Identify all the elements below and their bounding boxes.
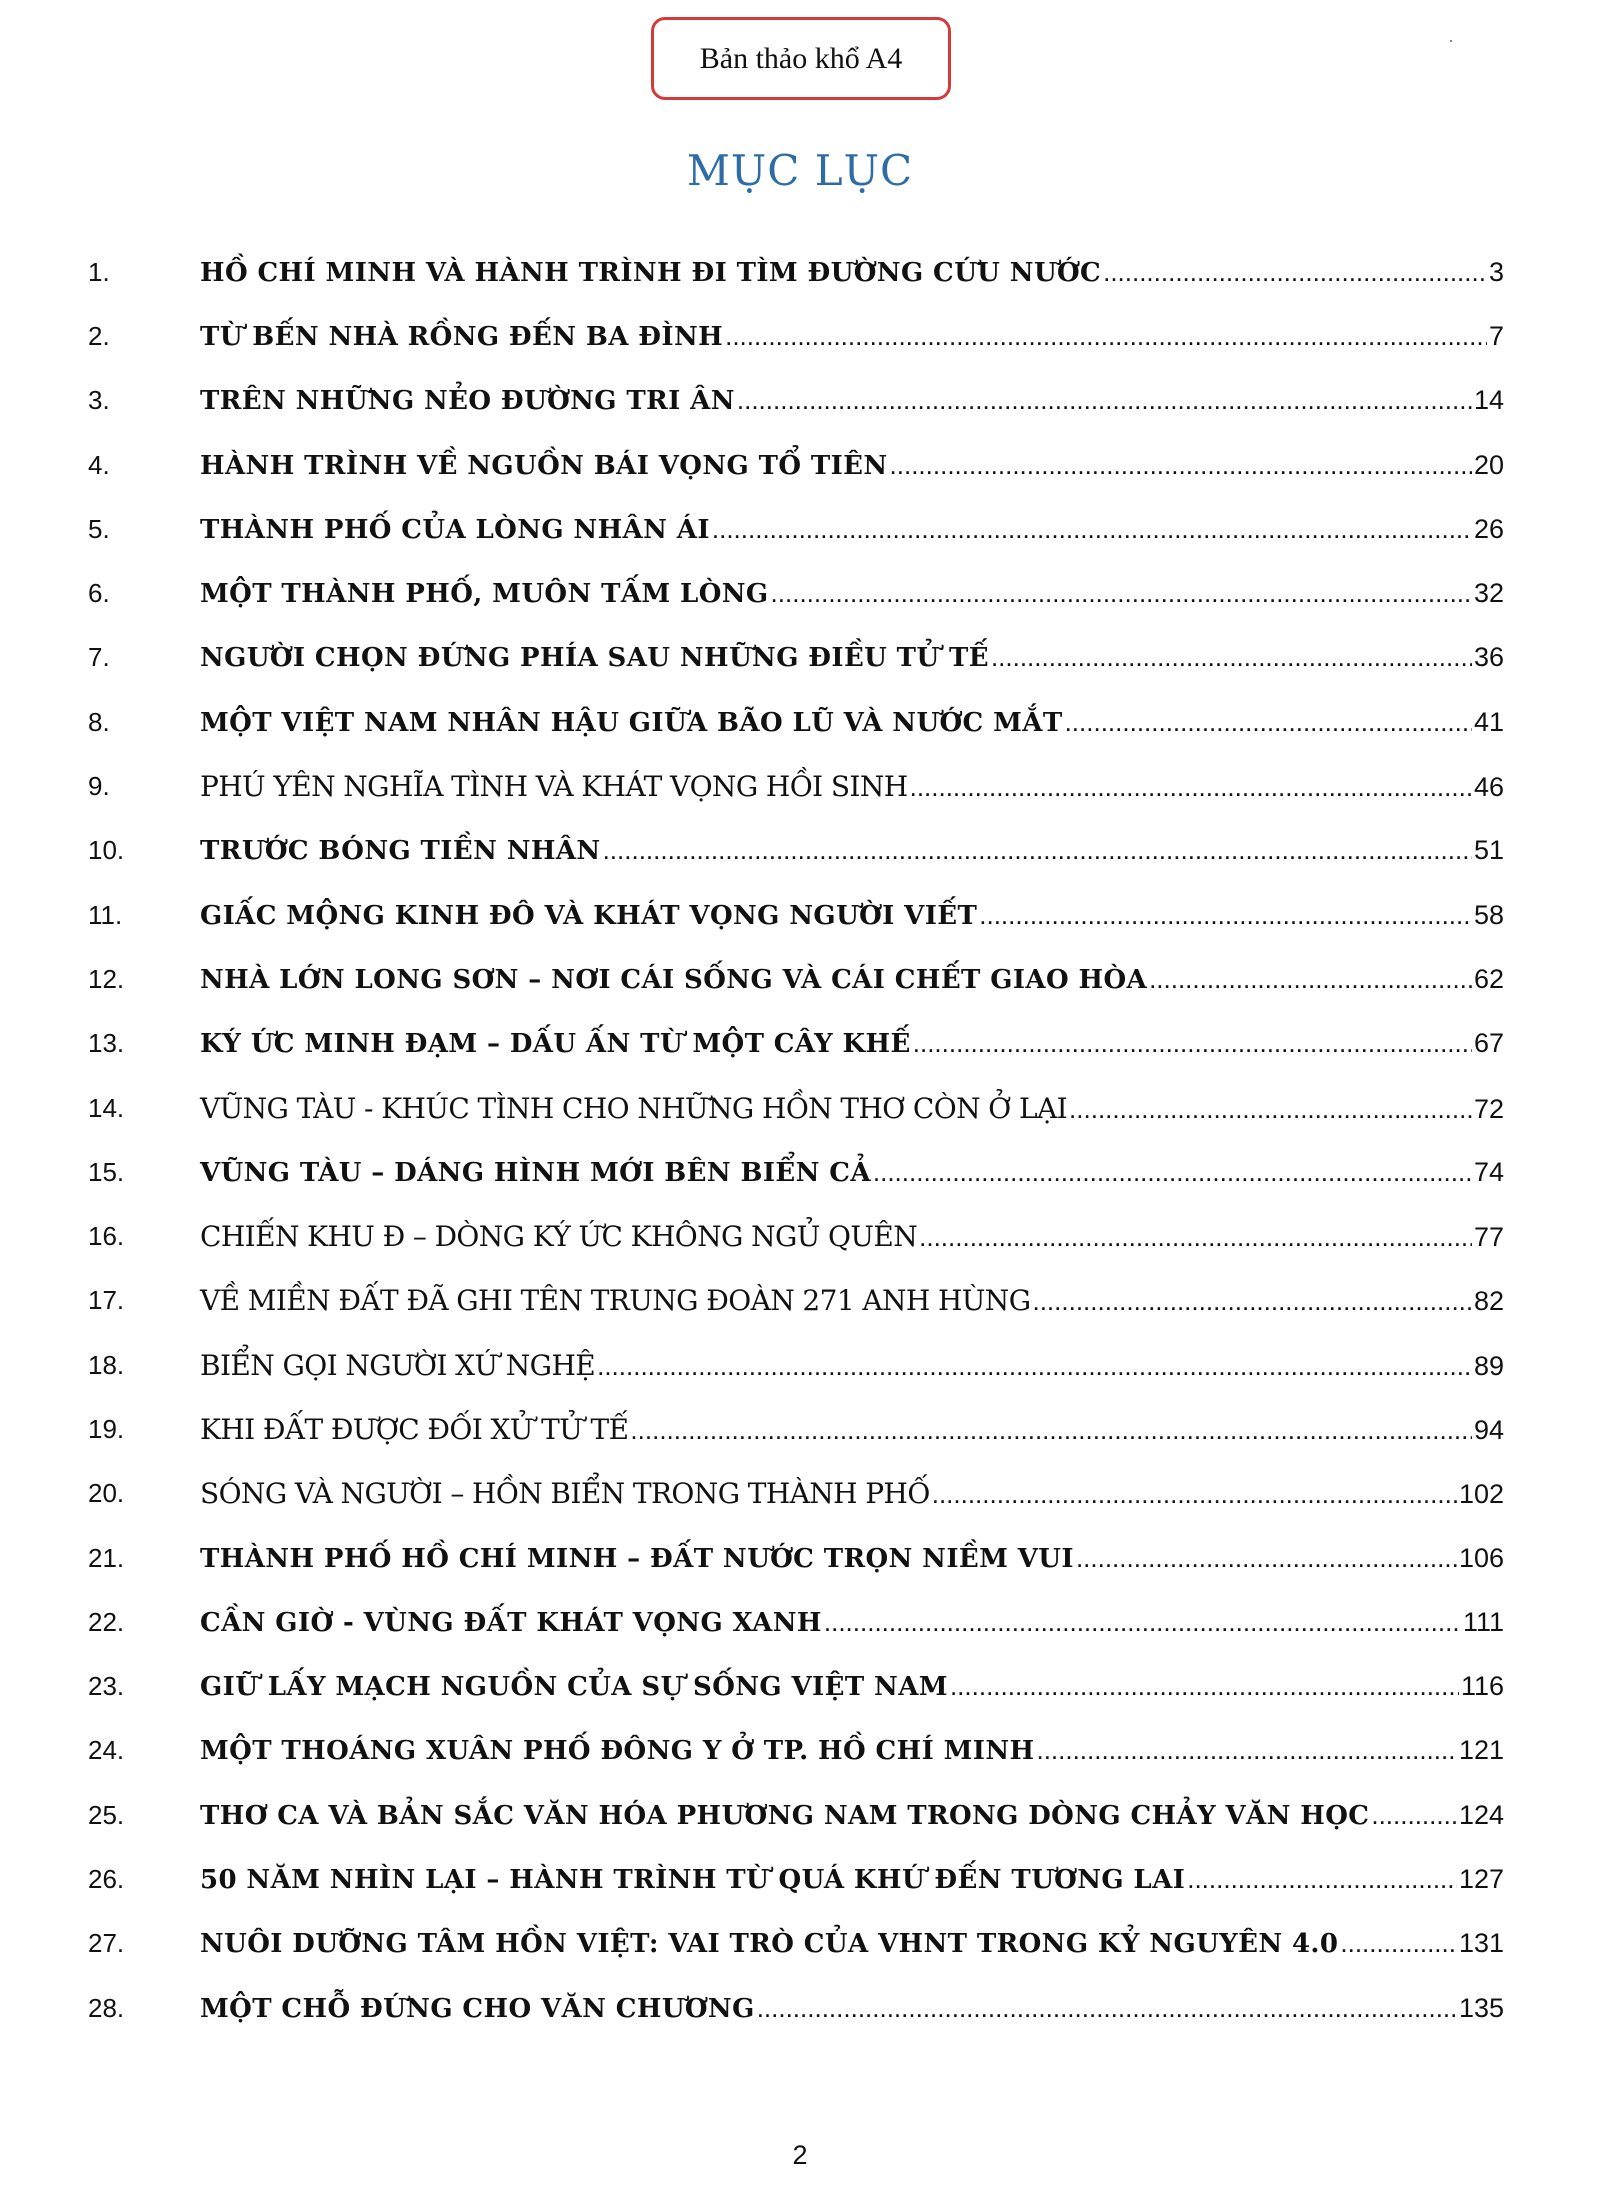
- toc-dot-leader: [1187, 1864, 1457, 1895]
- toc-dot-leader: [910, 772, 1472, 803]
- toc-entry-page[interactable]: 121: [1458, 1735, 1504, 1766]
- toc-entry-line: [200, 642, 1504, 673]
- toc-entry-title[interactable]: NHÀ LỚN LONG SƠN – NƠI CÁI SỐNG VÀ CÁI CHẾT GIAO HÒA: [200, 964, 1148, 995]
- toc-entry[interactable]: [84, 497, 1504, 561]
- toc-dot-leader: [1149, 964, 1472, 995]
- toc-entry-number: 3.: [88, 385, 110, 416]
- toc-entry-line: [200, 770, 1504, 803]
- toc-entry-line: [200, 1543, 1504, 1574]
- toc-entry-page[interactable]: 131: [1458, 1928, 1504, 1959]
- toc-entry-line: [200, 707, 1504, 738]
- page-number: 2: [792, 2140, 808, 2170]
- toc-dot-leader: [979, 900, 1472, 931]
- toc-entry-line: [200, 1028, 1504, 1059]
- toc-entry-page[interactable]: 77: [1473, 1222, 1504, 1253]
- toc-dot-leader: [1065, 707, 1472, 738]
- toc-entry-line: [200, 514, 1504, 545]
- toc-entry-number: 6.: [88, 578, 110, 609]
- toc-entry-number: 25.: [88, 1799, 125, 1830]
- toc-entry[interactable]: [84, 883, 1504, 947]
- toc-dot-leader: [771, 578, 1472, 609]
- toc-entry-number: 17.: [88, 1285, 125, 1316]
- toc-dot-leader: [913, 1028, 1472, 1059]
- toc-entry[interactable]: [84, 369, 1504, 433]
- toc-entry-line: [200, 1284, 1504, 1317]
- toc-dot-leader: [757, 1993, 1457, 2024]
- toc-dot-leader: [1069, 1094, 1472, 1125]
- toc-entry[interactable]: [84, 1783, 1504, 1847]
- toc-entry-number: 28.: [88, 1992, 125, 2023]
- toc-entry-page[interactable]: 74: [1473, 1156, 1504, 1187]
- toc-entry-number: 26.: [88, 1864, 125, 1895]
- toc-entry-title[interactable]: TỪ BẾN NHÀ RỒNG ĐẾN BA ĐÌNH: [200, 321, 724, 352]
- toc-entry-page[interactable]: 20: [1473, 449, 1504, 480]
- toc-entry-page[interactable]: 89: [1473, 1350, 1504, 1381]
- toc-entry-line: [200, 1735, 1504, 1766]
- toc-entry[interactable]: [84, 1012, 1504, 1076]
- toc-entry-number: 14.: [88, 1092, 125, 1123]
- toc-entry-page[interactable]: 3: [1488, 256, 1504, 287]
- toc-dot-leader: [950, 1671, 1459, 1702]
- toc-entry-number: 5.: [88, 513, 110, 544]
- toc-entry-title[interactable]: THÀNH PHỐ CỦA LÒNG NHÂN ÁI: [200, 514, 710, 545]
- toc-entry-title[interactable]: CHIẾN KHU Đ – DÒNG KÝ ỨC KHÔNG NGỦ QUÊN: [200, 1220, 918, 1254]
- toc-dot-leader: [603, 835, 1472, 866]
- toc-entry-line: [200, 964, 1504, 995]
- toc-entry[interactable]: [84, 1655, 1504, 1719]
- toc-entry-title[interactable]: MỘT CHỖ ĐỨNG CHO VĂN CHƯƠNG: [200, 1993, 755, 2024]
- toc-entry-title[interactable]: VŨNG TÀU – DÁNG HÌNH MỚI BÊN BIỂN CẢ: [200, 1157, 871, 1188]
- toc-entry-line: [200, 257, 1504, 288]
- toc-entry-line: [200, 1220, 1504, 1253]
- toc-entry-line: [200, 1671, 1504, 1702]
- toc-entry[interactable]: [84, 947, 1504, 1011]
- toc-entry-page[interactable]: 102: [1458, 1479, 1504, 1510]
- toc-entry-line: [200, 450, 1504, 481]
- toc-entry-line: [200, 1413, 1504, 1446]
- toc-entry-title[interactable]: 50 NĂM NHÌN LẠI – HÀNH TRÌNH TỪ QUÁ KHỨ ĐẾN TƯƠNG LAI: [200, 1865, 1186, 1896]
- toc-entry[interactable]: [84, 561, 1504, 625]
- toc-entry[interactable]: [84, 1912, 1504, 1976]
- toc-entry-number: 12.: [88, 963, 125, 994]
- toc-entry-title[interactable]: KÝ ỨC MINH ĐẠM – DẤU ẤN TỪ MỘT CÂY KHẾ: [200, 1029, 911, 1060]
- toc-entry-number: 10.: [88, 835, 125, 866]
- toc-dot-leader: [1340, 1928, 1457, 1959]
- toc-entry-line: [200, 1993, 1504, 2024]
- toc-entry-title[interactable]: CẦN GIỜ - VÙNG ĐẤT KHÁT VỌNG XANH: [200, 1607, 822, 1638]
- toc-dot-leader: [630, 1415, 1472, 1446]
- page-title: MỤC LỤC: [686, 146, 914, 195]
- toc-entry-title[interactable]: TRÊN NHỮNG NẺO ĐƯỜNG TRI ÂN: [200, 386, 735, 417]
- toc-entry-line: [200, 900, 1504, 931]
- toc-entry[interactable]: [84, 433, 1504, 497]
- toc-dot-leader: [1076, 1543, 1457, 1574]
- toc-entry[interactable]: [84, 1397, 1504, 1461]
- toc-entry-number: 24.: [88, 1735, 125, 1766]
- draft-label-box: [651, 17, 951, 100]
- toc-entry-page[interactable]: 26: [1473, 513, 1504, 544]
- toc-entry-line: [200, 1607, 1504, 1638]
- toc-entry[interactable]: [84, 1204, 1504, 1268]
- toc-entry[interactable]: [84, 1462, 1504, 1526]
- toc-entry-number: 23.: [88, 1671, 125, 1702]
- toc-dot-leader: [597, 1351, 1472, 1382]
- toc-entry[interactable]: [84, 754, 1504, 818]
- toc-entry-line: [200, 1477, 1504, 1510]
- toc-dot-leader: [991, 642, 1472, 673]
- toc-entry-title[interactable]: NGƯỜI CHỌN ĐỨNG PHÍA SAU NHỮNG ĐIỀU TỬ TẾ: [200, 643, 989, 674]
- toc-entry[interactable]: [84, 626, 1504, 690]
- toc-entry[interactable]: [84, 1976, 1504, 2040]
- toc-entry-number: 9.: [88, 771, 110, 802]
- toc-entry-page[interactable]: 41: [1473, 706, 1504, 737]
- toc-entry-page[interactable]: 82: [1473, 1286, 1504, 1317]
- toc-entry-title[interactable]: TRƯỚC BÓNG TIỀN NHÂN: [200, 836, 601, 867]
- toc-entry-page[interactable]: 58: [1473, 899, 1504, 930]
- toc-entry[interactable]: [84, 819, 1504, 883]
- toc-entry-title[interactable]: GIẤC MỘNG KINH ĐÔ VÀ KHÁT VỌNG NGƯỜI VIẾT: [200, 900, 978, 931]
- toc-entry-number: 11.: [88, 899, 123, 930]
- toc-entry-page[interactable]: 46: [1473, 772, 1504, 803]
- toc-dot-leader: [1371, 1800, 1457, 1831]
- toc-dot-leader: [725, 321, 1487, 352]
- toc-entry-number: 1.: [88, 256, 110, 287]
- toc-entry[interactable]: [84, 240, 1504, 304]
- toc-entry-number: 22.: [88, 1606, 125, 1637]
- toc-entry-title[interactable]: SÓNG VÀ NGƯỜI – HỒN BIỂN TRONG THÀNH PHỐ: [200, 1477, 930, 1511]
- toc-entry-title[interactable]: NUÔI DƯỠNG TÂM HỒN VIỆT: VAI TRÒ CỦA VHNT TRONG KỶ NGUYÊN 4.0: [200, 1929, 1339, 1960]
- toc-entry[interactable]: [84, 1140, 1504, 1204]
- toc-entry-page[interactable]: 67: [1473, 1028, 1504, 1059]
- toc-entry-number: 4.: [88, 449, 110, 480]
- toc-entry-title[interactable]: GIỮ LẤY MẠCH NGUỒN CỦA SỰ SỐNG VIỆT NAM: [200, 1672, 948, 1703]
- scan-speck: [1450, 40, 1452, 42]
- toc-entry-page[interactable]: 106: [1458, 1542, 1504, 1573]
- toc-entry-title[interactable]: HÀNH TRÌNH VỀ NGUỒN BÁI VỌNG TỔ TIÊN: [200, 450, 888, 481]
- toc-entry[interactable]: [84, 304, 1504, 368]
- toc-dot-leader: [890, 450, 1472, 481]
- toc-entry-number: 15.: [88, 1156, 125, 1187]
- toc-entry[interactable]: [84, 1719, 1504, 1783]
- toc-dot-leader: [873, 1157, 1472, 1188]
- toc-entry-page[interactable]: 7: [1488, 320, 1504, 351]
- toc-entry-number: 18.: [88, 1349, 125, 1380]
- toc-entry-page[interactable]: 36: [1473, 642, 1504, 673]
- toc-entry-number: 16.: [88, 1221, 125, 1252]
- toc-dot-leader: [737, 385, 1472, 416]
- toc-entry-page[interactable]: 124: [1458, 1799, 1504, 1830]
- toc-entry[interactable]: [84, 1526, 1504, 1590]
- toc-entry[interactable]: [84, 1076, 1504, 1140]
- toc-dot-leader: [1032, 1286, 1471, 1317]
- toc-entry-page[interactable]: 62: [1473, 963, 1504, 994]
- toc-dot-leader: [1036, 1735, 1456, 1766]
- toc-entry[interactable]: [84, 1269, 1504, 1333]
- toc-entry-line: [200, 835, 1504, 866]
- toc-entry-number: 27.: [88, 1928, 125, 1959]
- toc-entry-page[interactable]: 127: [1458, 1864, 1504, 1895]
- toc-entry-page[interactable]: 94: [1473, 1414, 1504, 1445]
- toc-entry-title[interactable]: VŨNG TÀU - KHÚC TÌNH CHO NHỮNG HỒN THƠ CÒN Ở LẠI: [200, 1091, 1068, 1125]
- toc-entry-title[interactable]: THƠ CA VÀ BẢN SẮC VĂN HÓA PHƯƠNG NAM TRONG DÒNG CHẢY VĂN HỌC: [200, 1800, 1370, 1831]
- toc-entry-page[interactable]: 116: [1460, 1671, 1504, 1702]
- toc-entry-line: [200, 1800, 1504, 1831]
- toc-entry-title[interactable]: THÀNH PHỐ HỒ CHÍ MINH – ĐẤT NƯỚC TRỌN NIỀM VUI: [200, 1543, 1074, 1574]
- toc-entry-number: 8.: [88, 706, 110, 737]
- toc-entry[interactable]: [84, 1590, 1504, 1654]
- toc-entry-line: [200, 1864, 1504, 1895]
- toc-entry-number: 2.: [88, 320, 110, 351]
- toc-dot-leader: [712, 514, 1472, 545]
- toc-entry-title[interactable]: MỘT THOÁNG XUÂN PHỐ ĐÔNG Y Ở TP. HỒ CHÍ MINH: [200, 1736, 1035, 1767]
- toc-dot-leader: [824, 1607, 1461, 1638]
- toc-entry-page[interactable]: 135: [1458, 1992, 1504, 2023]
- draft-label: Bản thảo khổ A4: [699, 41, 903, 75]
- toc-entry-line: [200, 1157, 1504, 1188]
- toc-entry-title[interactable]: BIỂN GỌI NGƯỜI XỨ NGHỆ: [200, 1348, 596, 1382]
- toc-entry-number: 7.: [88, 642, 110, 673]
- toc-entry-title[interactable]: VỀ MIỀN ĐẤT ĐÃ GHI TÊN TRUNG ĐOÀN 271 ANH HÙNG: [200, 1284, 1031, 1318]
- toc-entry-page[interactable]: 14: [1473, 385, 1504, 416]
- toc-entry-title[interactable]: MỘT THÀNH PHỐ, MUÔN TẤM LÒNG: [200, 579, 769, 610]
- toc-dot-leader: [1103, 257, 1487, 288]
- toc-entry[interactable]: [84, 1333, 1504, 1397]
- toc-entry-title[interactable]: PHÚ YÊN NGHĨA TÌNH VÀ KHÁT VỌNG HỒI SINH: [200, 770, 908, 804]
- toc-entry-title[interactable]: KHI ĐẤT ĐƯỢC ĐỐI XỬ TỬ TẾ: [200, 1412, 629, 1446]
- toc-entry-page[interactable]: 51: [1473, 835, 1504, 866]
- toc-list: [84, 240, 1504, 2040]
- toc-entry-line: [200, 1928, 1504, 1959]
- toc-entry-line: [200, 578, 1504, 609]
- toc-entry-number: 13.: [88, 1028, 125, 1059]
- toc-entry-line: [200, 1349, 1504, 1382]
- toc-entry-title[interactable]: MỘT VIỆT NAM NHÂN HẬU GIỮA BÃO LŨ VÀ NƯỚC MẮT: [200, 707, 1063, 738]
- toc-entry-line: [200, 385, 1504, 416]
- toc-entry-number: 21.: [88, 1542, 125, 1573]
- toc-entry[interactable]: [84, 1847, 1504, 1911]
- toc-entry-number: 19.: [88, 1413, 125, 1444]
- toc-dot-leader: [919, 1222, 1472, 1253]
- toc-entry-title[interactable]: HỒ CHÍ MINH VÀ HÀNH TRÌNH ĐI TÌM ĐƯỜNG CỨU NƯỚC: [200, 257, 1102, 288]
- toc-entry-page[interactable]: 32: [1473, 578, 1504, 609]
- toc-entry-line: [200, 1092, 1504, 1125]
- toc-dot-leader: [932, 1479, 1457, 1510]
- toc-entry-number: 20.: [88, 1478, 125, 1509]
- toc-entry[interactable]: [84, 690, 1504, 754]
- toc-entry-line: [200, 321, 1504, 352]
- toc-entry-page[interactable]: 72: [1473, 1093, 1504, 1124]
- toc-entry-page[interactable]: 111: [1462, 1606, 1504, 1637]
